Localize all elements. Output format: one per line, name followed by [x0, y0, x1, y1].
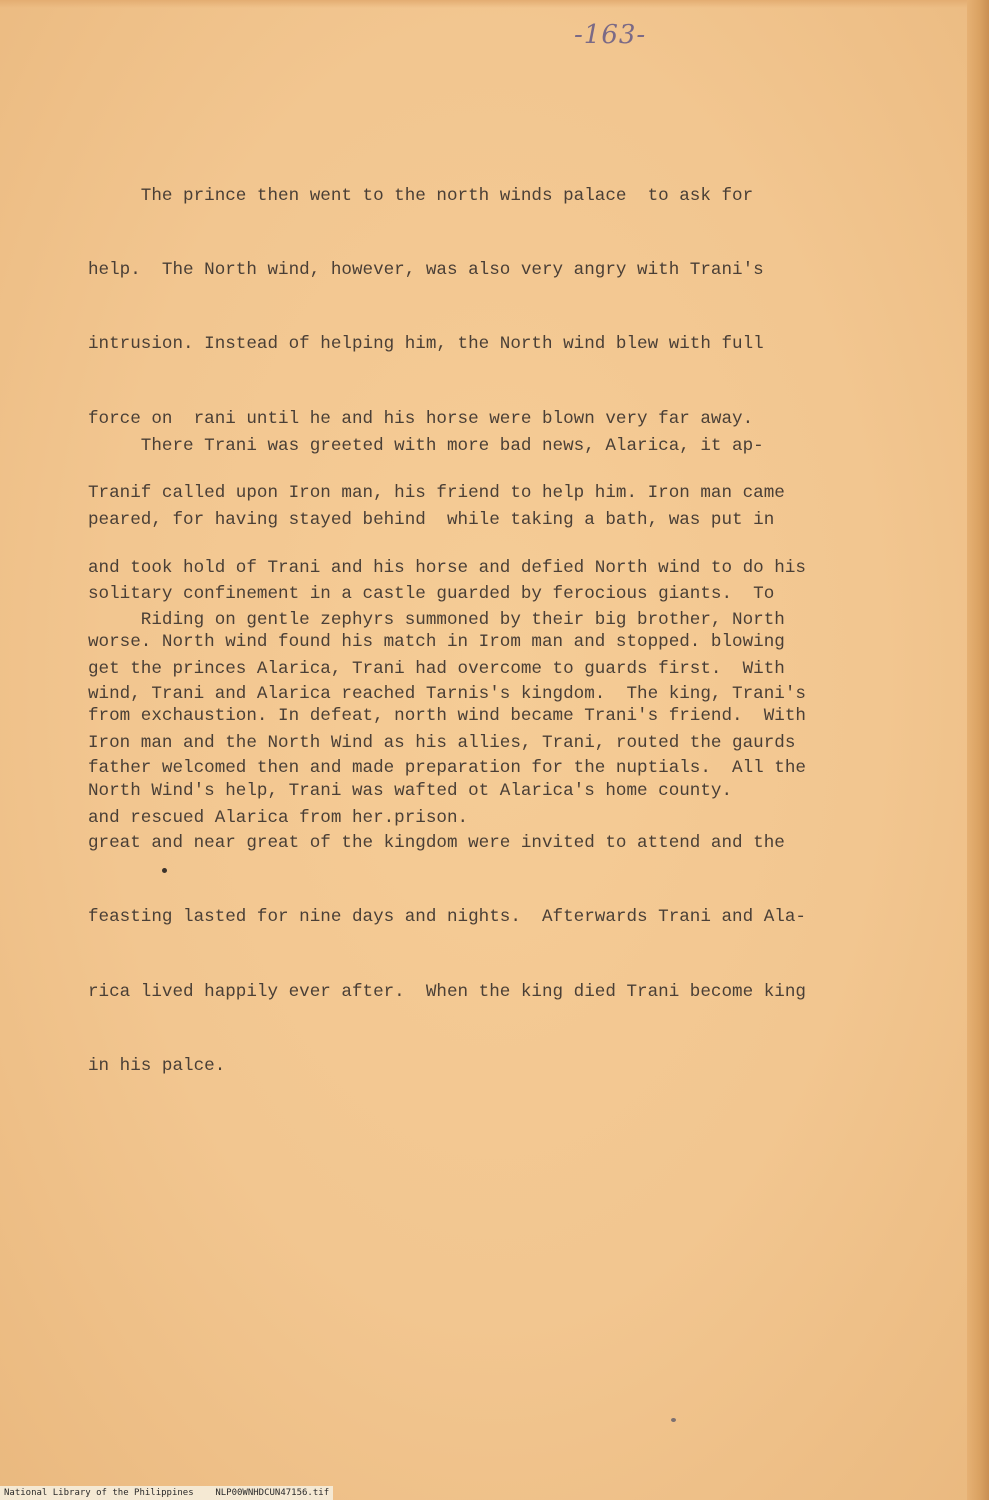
text-line: father welcomed then and made preparation for the nuptials. All the	[88, 758, 806, 779]
text-line: North Wind's help, Trani was wafted ot Alarica's home county.	[88, 780, 733, 801]
ink-speck	[671, 1418, 676, 1422]
text-line: solitary confinement in a castle guarded by ferocious giants. To	[88, 584, 775, 605]
text-line: get the princes Alarica, Trani had overcome to guards first. With	[88, 658, 785, 679]
text-line: from exchaustion. In defeat, north wind became Trani's friend. With	[88, 706, 806, 727]
text-line: and took hold of Trani and his horse and defied North wind to do his	[88, 557, 806, 578]
text-line: Tranif called upon Iron man, his friend to help him. Iron man came	[88, 483, 785, 504]
text-line: rica lived happily ever after. When the king died Trani become king	[88, 981, 806, 1002]
scan-source-label: National Library of the Philippines NLP00WNHDCUN47156.tif	[0, 1486, 333, 1500]
text-line: wind, Trani and Alarica reached Tarnis's kingdom. The king, Trani's	[88, 683, 806, 704]
text-line: in his palce.	[88, 1055, 226, 1076]
page-right-edge	[967, 0, 989, 1500]
text-line: intrusion. Instead of helping him, the North wind blew with full	[88, 334, 764, 355]
text-line: feasting lasted for nine days and nights. Afterwards Trani and Ala-	[88, 907, 806, 928]
text-line: help. The North wind, however, was also very angry with Trani's	[88, 259, 764, 280]
text-line: Riding on gentle zephyrs summoned by their big brother, North	[88, 609, 785, 630]
ink-speck	[162, 868, 167, 873]
text-line: and rescued Alarica from her.prison.	[88, 807, 469, 828]
text-line: peared, for having stayed behind while taking a bath, was put in	[88, 509, 775, 530]
text-line: worse. North wind found his match in Irom man and stopped. blowing	[88, 631, 785, 652]
text-line: Iron man and the North Wind as his allies, Trani, routed the gaurds	[88, 733, 796, 754]
paragraph-3	[88, 558, 928, 1128]
text-line: force on rani until he and his horse were blown very far away.	[88, 408, 754, 429]
page-top-edge	[0, 0, 989, 8]
text-line: The prince then went to the north winds palace to ask for	[88, 185, 754, 206]
text-line: great and near great of the kingdom were invited to attend and the	[88, 832, 785, 853]
page-number: -163-	[574, 20, 647, 50]
text-line: There Trani was greeted with more bad news, Alarica, it ap-	[88, 435, 764, 456]
